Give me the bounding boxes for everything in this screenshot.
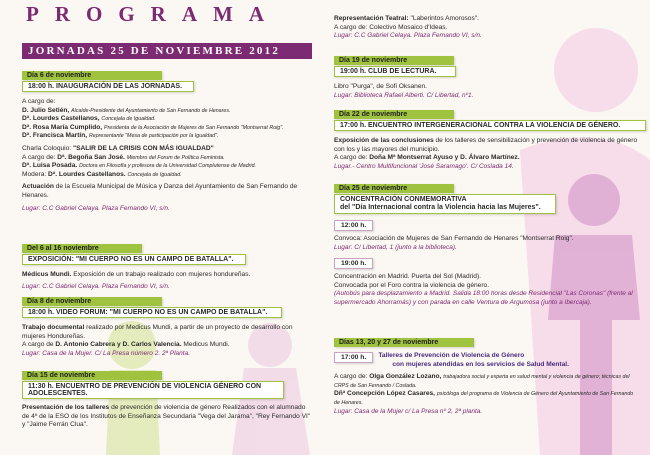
day6-coloquio-person: Modera: Dª. Lourdes Castellanos. Concejala de Igualdad.	[22, 170, 182, 178]
day25-date: Día 25 de noviembre	[334, 184, 454, 193]
day15-date: Día 15 de noviembre	[22, 371, 162, 380]
page-title: PROGRAMA	[26, 2, 280, 26]
day22-event: 17:00 h. ENCUENTRO INTERGENERACIONAL CONTRA LA VIOLENCIA DE GÉNERO.	[334, 120, 646, 131]
day6-16-date: Del 6 al 16 noviembre	[22, 244, 142, 253]
day6-event: 18:00 h. INAUGURACIÓN DE LAS JORNADAS.	[22, 81, 194, 92]
day6-16-text: Médicus Mundi. Exposición de un trabajo realizado con mujeres hondureñas.	[22, 271, 251, 278]
day6-person: D. Julio Setién, Alcalde-Presidente del Ayuntamiento de San Fernando de Henares.	[22, 106, 231, 114]
day8-event: 18:00 h. VIDEO FORUM: "MI CUERPO NO ES UN CAMPO DE BATALLA".	[22, 307, 282, 318]
day6-16-location: Lugar: C.C Gabriel Celaya. Plaza Fernando VI, s/n.	[22, 282, 170, 290]
day13-date: Días 13, 20 y 27 de noviembre	[334, 338, 474, 347]
day15-section	[22, 371, 312, 430]
day19-location: Lugar: Biblioteca Rafael Alberti. C/ Libertad, nº1.	[334, 91, 474, 99]
day15-event: 11:30 h. ENCUENTRO DE PREVENCIÓN DE VIOLENCIA GÉNERO CON ADOLESCENTES.	[22, 381, 284, 399]
day22-location: Lugar.- Centro Multifuncional 'José Saramago'. C/ Coslada 14.	[334, 162, 514, 170]
day25-event: CONCENTRACIÓN CONMEMORATIVA del "Día Internacional contra la Violencia hacia las Mujeres".	[334, 194, 556, 214]
day6-coloquio: Charla Coloquio: "SALIR DE LA CRISIS CON MÁS IGUALDAD"	[22, 144, 214, 152]
day6-coloquio-person: A cargo de: Dª. Begoña San José. Miembro del Forum de Política Feminista.	[22, 153, 225, 161]
day8-text: Trabajo documental realizado por Medicus Mundi, a partir de un proyecto de desarrollo con mujeres Hondureñas.	[22, 324, 293, 340]
day8-location: Lugar: Casa de la Mujer. C/ La Presa número 2. 2ª Planta.	[22, 349, 191, 357]
day6-person: Dª. Lourdes Castellanos, Concejala de Igualdad.	[22, 115, 156, 123]
day25-bus: (Autobús para desplazamiento a Madrid. Salida 18:00 horas desde Residencial "Las Coronas" (frente al supermercado Ahorramás) y con parada en calle Ventura de Argumosa (junto a Ibercaja).	[334, 290, 633, 306]
day25-time2: 19:00 h.	[334, 258, 373, 269]
day25-time1: 12:00 h.	[334, 220, 373, 231]
day6-person: Dª. Francisca Martín, Representante "Mesa de participación por la Igualdad".	[22, 132, 219, 140]
day8-cargo: A cargo de D. Antonio Cabrera y D. Carlos Valencia. Medicus Mundi.	[22, 341, 230, 349]
teatro-location: Lugar: C.C Gabriel Celaya. Plaza Fernando VI, s/n.	[334, 32, 482, 40]
day19-date: Día 19 de noviembre	[334, 56, 454, 65]
day13-person2: Dñª Concepción López Casares, psicóloga del programa de Violencia de Género del Ayuntamiento de San Fernando de Henares.	[334, 390, 634, 406]
day25-section	[334, 184, 640, 308]
day13-section	[334, 338, 640, 416]
day15-text: Presentación de los talleres de prevención de violencia de género Realizados con el alumnado de 4º de la ESO de los Institutos de Enseñanza Secundaria "Vega del Jarama", "Rey Fernando VI" y "Jaime Ferrán Clua".	[22, 404, 311, 429]
day22-section	[334, 110, 640, 171]
day19-book: Libro "Purga", de Sofi Oksanen.	[334, 83, 428, 90]
day25-madrid: Concentración en Madrid. Puerta del Sol (Madrid).	[334, 273, 481, 281]
day22-text: Exposición de las conclusiones de los talleres de sensibilización y prevención de violencia de género con los y las mayores del municipio.	[334, 137, 638, 153]
day6-actuacion: Actuación de la Escuela Municipal de Música y Danza del Ayuntamiento de San Fernando de Henares.	[22, 183, 298, 199]
day13-location: Lugar: Casa de la Mujer c/ La Presa nº 2, 2ª planta.	[334, 407, 483, 415]
teatro-section	[334, 15, 534, 41]
day6-person: Dª. Rosa María Cumplido, Presidenta de la Asociación de Mujeres de San Fernando "Montserrat Roig".	[22, 123, 284, 131]
day22-date: Día 22 de noviembre	[334, 110, 454, 119]
day19-event: 19:00 h. CLUB DE LECTURA.	[334, 66, 456, 77]
day25-convoca: Convoca: Asociación de Mujeres de San Fernando de Henares "Montserrat Roig".	[334, 235, 574, 242]
page-subtitle-banner: JORNADAS 25 DE NOVIEMBRE 2012	[22, 43, 312, 59]
day25-location1: Lugar: C/ Libertad, 1 (junto a la biblioteca).	[334, 243, 457, 251]
day13-time: 17:00 h.	[334, 352, 373, 363]
day6-date: Día 6 de noviembre	[22, 71, 162, 80]
day8-section	[22, 297, 312, 358]
day25-foro: Convocada por el Foro contra la violencia de género.	[334, 281, 490, 289]
day6-coloquio-person: Dª. Luisa Posada. Doctora en Filosofía y profesora de la Universidad Complutense de Madrid.	[22, 162, 257, 170]
day6-location: Lugar: C.C Gabriel Celaya. Plaza Fernando VI, s/n.	[22, 204, 170, 212]
day6-cargo-label: A cargo de:	[22, 98, 56, 105]
teatro-cargo: A cargo de: Colectivo Mosaico d'Ideas.	[334, 23, 448, 31]
day6-16-section	[22, 244, 312, 291]
day13-person1: A cargo de: Olga González Lozano, trabajadora social y experta en salud mental y violencia de género; técnicas del CRPS de San Fernando / Coslada.	[334, 373, 630, 389]
day8-date: Día 8 de noviembre	[22, 297, 162, 306]
day19-section	[334, 56, 640, 100]
teatro-title: Representación Teatral: "Laberintos Amorosos".	[334, 15, 479, 22]
day13-event: Talleres de Prevención de Violencia de Género con mujeres atendidas en los servicios de Salud Mental.	[378, 352, 569, 368]
day6-section	[22, 71, 312, 213]
day6-16-event: EXPOSICIÓN: "MI CUERPO NO ES UN CAMPO DE BATALLA".	[22, 254, 246, 265]
day22-cargo: A cargo de: Doña Mª Montserrat Ayuso y D. Álvaro Martínez.	[334, 154, 520, 162]
day13-event-row	[334, 352, 640, 369]
